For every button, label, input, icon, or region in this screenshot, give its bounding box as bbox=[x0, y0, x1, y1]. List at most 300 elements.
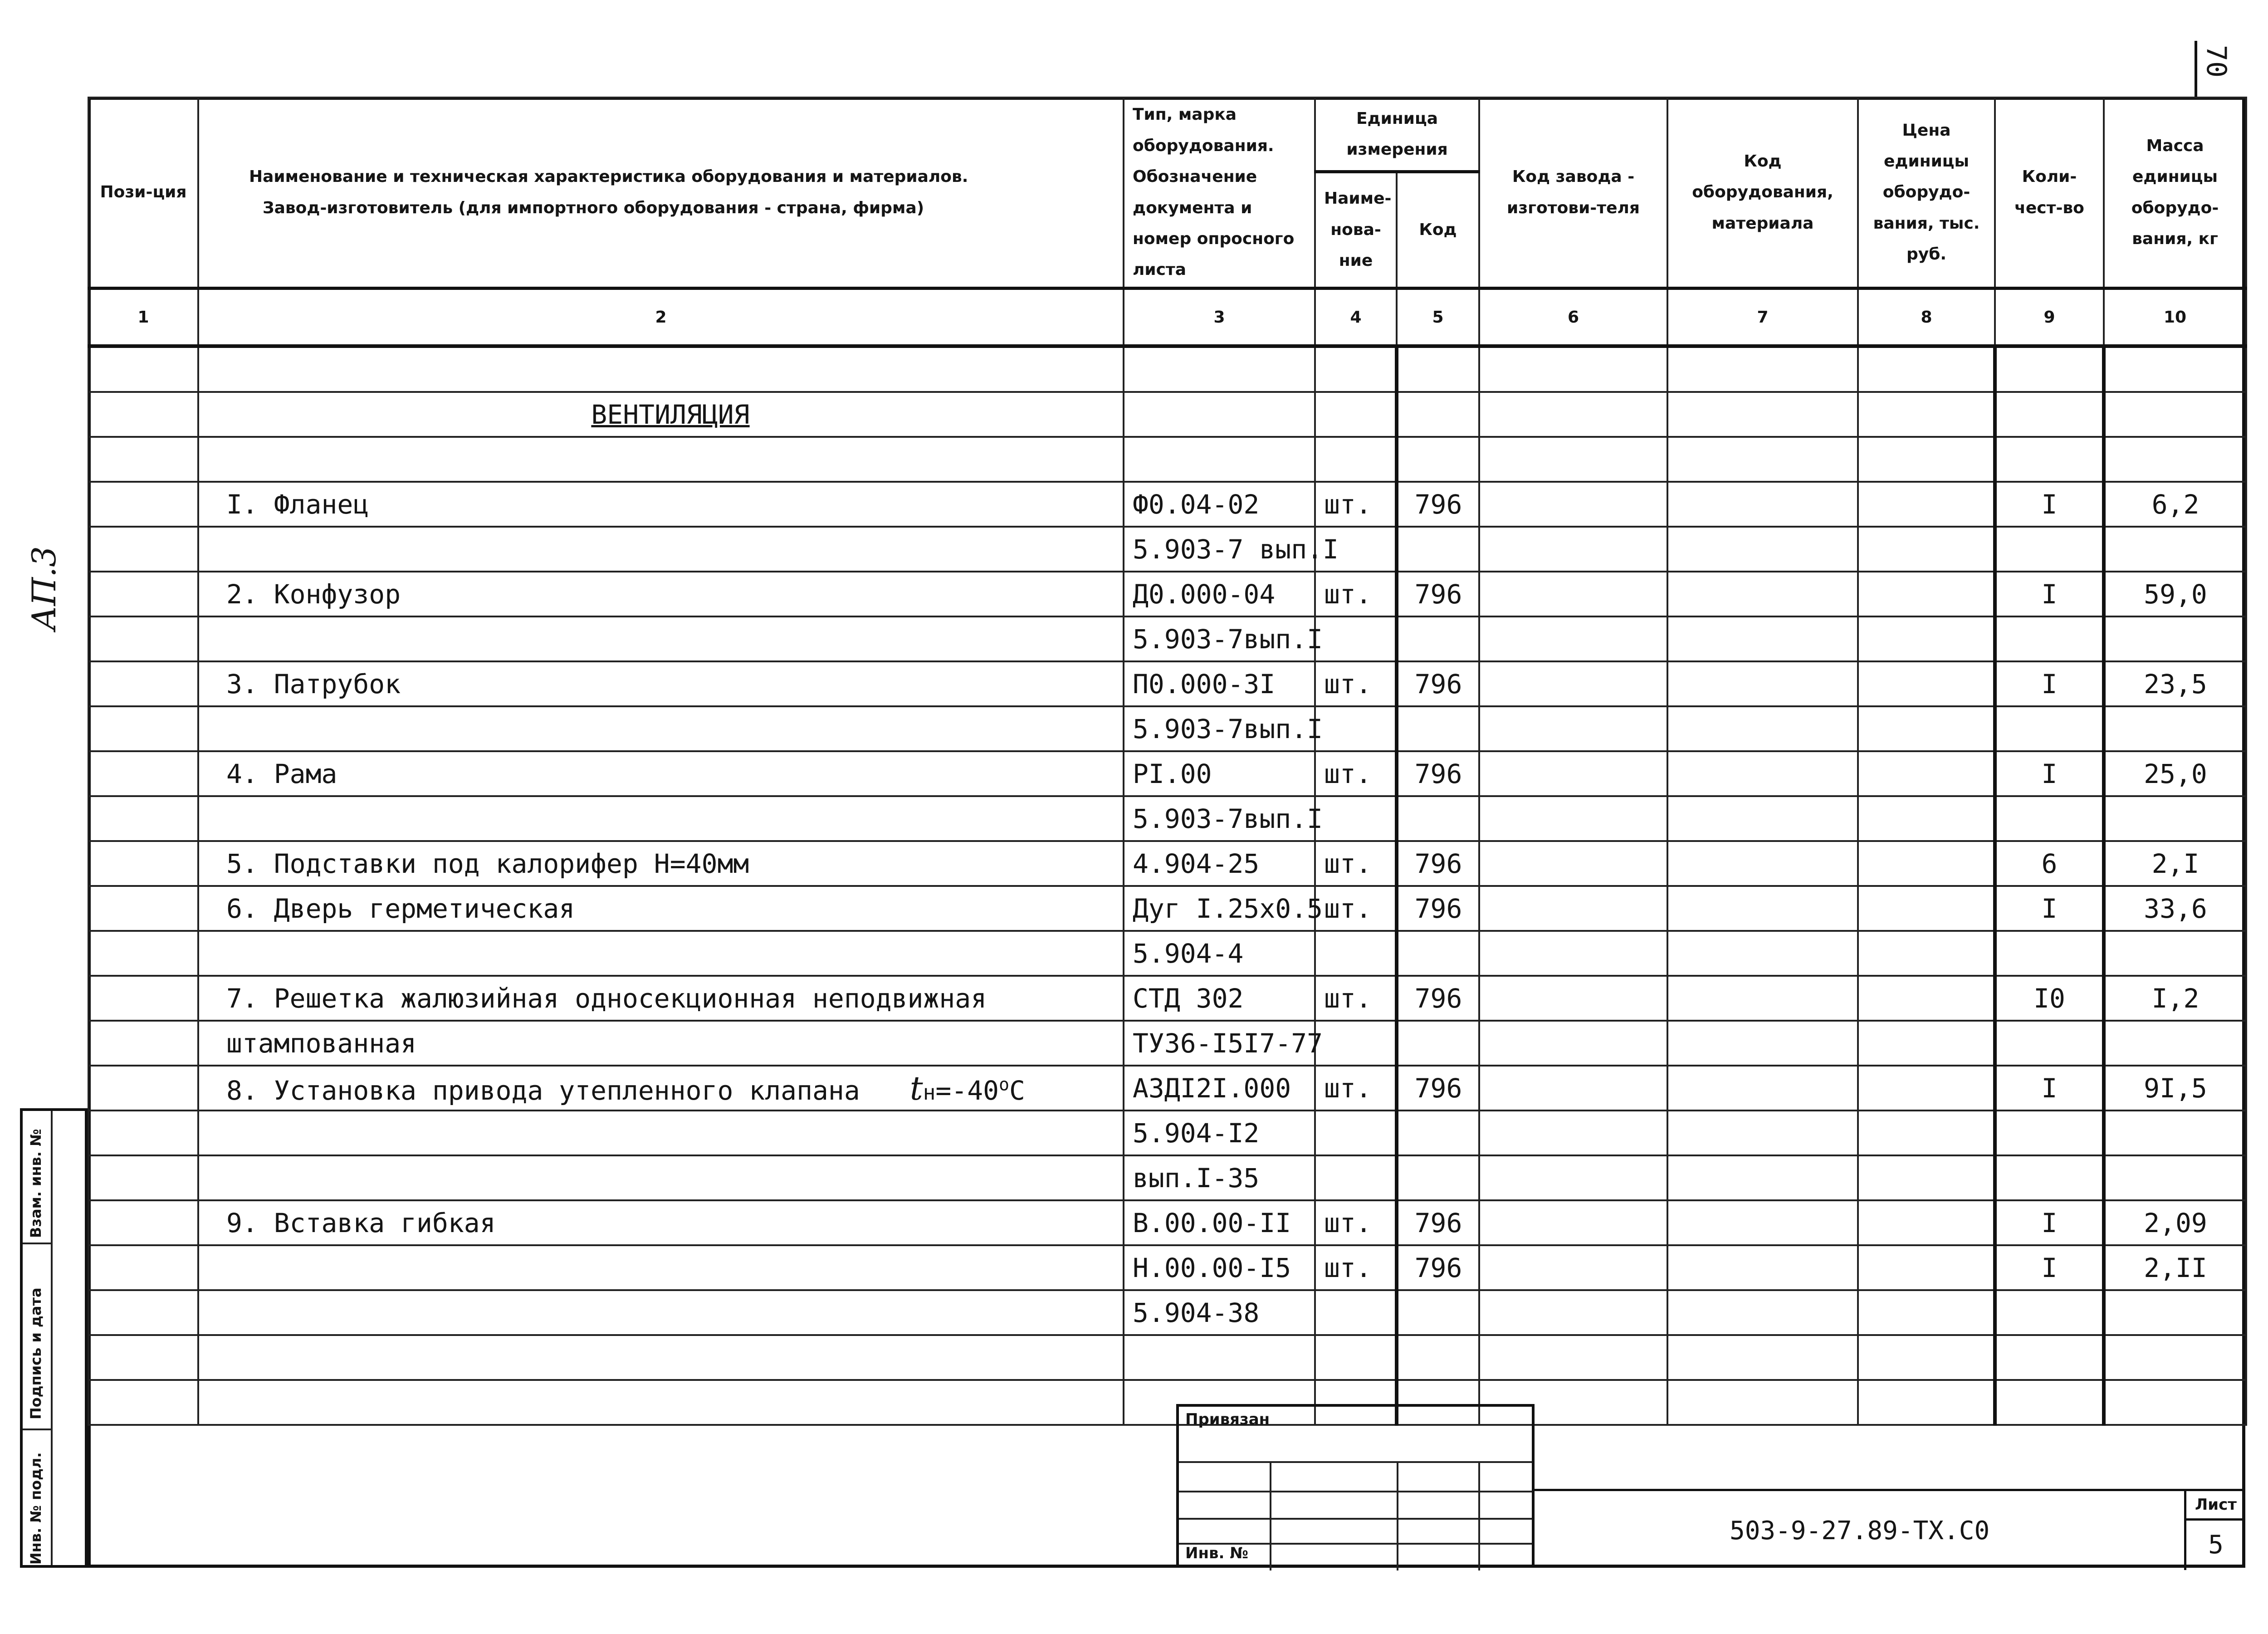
cell-code: 796 bbox=[1397, 751, 1479, 796]
cell-unit: шт. bbox=[1315, 1245, 1397, 1290]
table-row bbox=[88, 1200, 2246, 1245]
cell-unit bbox=[1315, 346, 1397, 392]
cell-qty bbox=[1995, 1111, 2104, 1155]
table-row bbox=[88, 1021, 2246, 1066]
stamp-divider bbox=[1270, 1461, 1271, 1570]
cell-qty bbox=[1995, 437, 2104, 482]
header-quantity: Коли-чест-во bbox=[1995, 98, 2104, 289]
cell-code: 796 bbox=[1397, 482, 1479, 527]
cell-eqcode bbox=[1667, 661, 1858, 706]
cell-factory bbox=[1479, 1155, 1667, 1200]
colnum-3: 3 bbox=[1124, 289, 1315, 347]
colnum-2: 2 bbox=[198, 289, 1124, 347]
cell-qty: I bbox=[1995, 886, 2104, 931]
cell-type: 5.904-38 bbox=[1124, 1290, 1315, 1335]
cell-code bbox=[1397, 931, 1479, 976]
cell-type: СТД 302 bbox=[1124, 976, 1315, 1021]
cell-eqcode bbox=[1667, 1380, 1858, 1425]
cell-qty bbox=[1995, 1290, 2104, 1335]
table-row bbox=[88, 616, 2246, 661]
header-name-line2: Завод-изготовитель (для импортного оборудования - страна, фирма) bbox=[263, 198, 924, 217]
temp-value: =-40 bbox=[935, 1075, 999, 1106]
cell-name bbox=[198, 616, 1124, 661]
cell-mass: 2,II bbox=[2104, 1245, 2246, 1290]
cell-name: штампованная bbox=[198, 1021, 1124, 1066]
cell-unit: шт. bbox=[1315, 482, 1397, 527]
cell-name bbox=[198, 1066, 1124, 1111]
side-stamp-strip bbox=[20, 1108, 88, 1568]
cell-eqcode bbox=[1667, 976, 1858, 1021]
colnum-5: 5 bbox=[1397, 289, 1479, 347]
stamp-divider bbox=[1397, 1461, 1398, 1570]
cell-factory bbox=[1479, 572, 1667, 616]
cell-type: Д0.000-04 bbox=[1124, 572, 1315, 616]
cell-factory bbox=[1479, 706, 1667, 751]
cell-mass bbox=[2104, 346, 2246, 392]
cell-factory bbox=[1479, 346, 1667, 392]
colnum-7: 7 bbox=[1667, 289, 1858, 347]
cell-price bbox=[1858, 796, 1995, 841]
cell-code bbox=[1397, 1155, 1479, 1200]
table-row bbox=[88, 346, 2246, 392]
cell-factory bbox=[1479, 886, 1667, 931]
cell-qty: I bbox=[1995, 572, 2104, 616]
cell-pos bbox=[88, 931, 198, 976]
cell-factory bbox=[1479, 392, 1667, 437]
cell-mass: I,2 bbox=[2104, 976, 2246, 1021]
cell-name bbox=[198, 1335, 1124, 1380]
cell-name bbox=[198, 346, 1124, 392]
table-row bbox=[88, 1290, 2246, 1335]
cell-unit: шт. bbox=[1315, 572, 1397, 616]
cell-code bbox=[1397, 437, 1479, 482]
cell-code: 796 bbox=[1397, 886, 1479, 931]
table-row bbox=[88, 392, 2246, 437]
cell-mass bbox=[2104, 1111, 2246, 1155]
table-row bbox=[88, 437, 2246, 482]
cell-price bbox=[1858, 1021, 1995, 1066]
cell-name bbox=[198, 796, 1124, 841]
cell-unit bbox=[1315, 1335, 1397, 1380]
cell-qty bbox=[1995, 796, 2104, 841]
cell-code bbox=[1397, 1111, 1479, 1155]
header-name-line1: Наименование и техническая характеристика оборудования и материалов. bbox=[249, 167, 968, 186]
sheet-number: 5 bbox=[2208, 1530, 2224, 1560]
cell-code: 796 bbox=[1397, 1200, 1479, 1245]
side-label-vzam: Взам. инв. № bbox=[27, 1129, 44, 1238]
cell-qty: I bbox=[1995, 661, 2104, 706]
cell-factory bbox=[1479, 976, 1667, 1021]
cell-mass bbox=[2104, 1380, 2246, 1425]
cell-eqcode bbox=[1667, 616, 1858, 661]
cell-price bbox=[1858, 527, 1995, 572]
cell-qty bbox=[1995, 706, 2104, 751]
table-row bbox=[88, 1380, 2246, 1425]
header-equipment-code: Код оборудования, материала bbox=[1667, 98, 1858, 289]
cell-name bbox=[198, 437, 1124, 482]
cell-price bbox=[1858, 572, 1995, 616]
cell-eqcode bbox=[1667, 1155, 1858, 1200]
cell-qty bbox=[1995, 346, 2104, 392]
cell-qty bbox=[1995, 1021, 2104, 1066]
table-row bbox=[88, 1245, 2246, 1290]
cell-unit bbox=[1315, 1021, 1397, 1066]
cell-code bbox=[1397, 1021, 1479, 1066]
cell-name bbox=[198, 527, 1124, 572]
cell-code bbox=[1397, 1335, 1479, 1380]
cell-pos bbox=[88, 572, 198, 616]
specification-table bbox=[88, 97, 2247, 1426]
cell-code bbox=[1397, 392, 1479, 437]
cell-type: 5.903-7вып.I bbox=[1124, 796, 1315, 841]
cell-name bbox=[198, 1245, 1124, 1290]
cell-pos bbox=[88, 751, 198, 796]
cell-price bbox=[1858, 931, 1995, 976]
cell-pos bbox=[88, 796, 198, 841]
colnum-8: 8 bbox=[1858, 289, 1995, 347]
cell-name: 5. Подставки под калорифер Н=40мм bbox=[198, 841, 1124, 886]
cell-type bbox=[1124, 346, 1315, 392]
header-price: Цена единицы оборудо-вания, тыс. руб. bbox=[1858, 98, 1995, 289]
cell-mass bbox=[2104, 527, 2246, 572]
cell-qty: I bbox=[1995, 1200, 2104, 1245]
cell-eqcode bbox=[1667, 886, 1858, 931]
cell-eqcode bbox=[1667, 392, 1858, 437]
cell-eqcode bbox=[1667, 796, 1858, 841]
cell-name: 9. Вставка гибкая bbox=[198, 1200, 1124, 1245]
cell-mass: 2,09 bbox=[2104, 1200, 2246, 1245]
cell-name bbox=[198, 706, 1124, 751]
cell-eqcode bbox=[1667, 1111, 1858, 1155]
corner-mark: 70 bbox=[2200, 44, 2233, 78]
cell-qty bbox=[1995, 392, 2104, 437]
table-row bbox=[88, 1066, 2246, 1111]
cell-mass: 23,5 bbox=[2104, 661, 2246, 706]
cell-price bbox=[1858, 1380, 1995, 1425]
cell-code: 796 bbox=[1397, 572, 1479, 616]
cell-unit bbox=[1315, 392, 1397, 437]
cell-unit: шт. bbox=[1315, 751, 1397, 796]
cell-price bbox=[1858, 1335, 1995, 1380]
cell-qty bbox=[1995, 1155, 2104, 1200]
cell-unit bbox=[1315, 931, 1397, 976]
cell-price bbox=[1858, 482, 1995, 527]
cell-mass bbox=[2104, 1155, 2246, 1200]
cell-price bbox=[1858, 437, 1995, 482]
cell-price bbox=[1858, 1290, 1995, 1335]
header-name bbox=[198, 98, 1124, 289]
cell-type: П0.000-3I bbox=[1124, 661, 1315, 706]
cell-mass bbox=[2104, 1290, 2246, 1335]
cell-factory bbox=[1479, 841, 1667, 886]
binding-stamp bbox=[1176, 1404, 1535, 1568]
cell-name bbox=[198, 931, 1124, 976]
cell-pos bbox=[88, 437, 198, 482]
handwritten-side-note: АП.3 bbox=[25, 546, 63, 631]
cell-pos bbox=[88, 841, 198, 886]
cell-factory bbox=[1479, 1066, 1667, 1111]
cell-mass: 9I,5 bbox=[2104, 1066, 2246, 1111]
cell-eqcode bbox=[1667, 706, 1858, 751]
cell-mass: 59,0 bbox=[2104, 572, 2246, 616]
cell-factory bbox=[1479, 482, 1667, 527]
cell-type: Н.00.00-I5 bbox=[1124, 1245, 1315, 1290]
cell-price bbox=[1858, 886, 1995, 931]
cell-qty bbox=[1995, 1335, 2104, 1380]
cell-eqcode bbox=[1667, 1021, 1858, 1066]
cell-type: 5.903-7вып.I bbox=[1124, 706, 1315, 751]
table-row bbox=[88, 661, 2246, 706]
cell-pos bbox=[88, 1245, 198, 1290]
cell-price bbox=[1858, 751, 1995, 796]
cell-name bbox=[198, 1111, 1124, 1155]
cell-eqcode bbox=[1667, 1066, 1858, 1111]
cell-code: 796 bbox=[1397, 976, 1479, 1021]
cell-type bbox=[1124, 392, 1315, 437]
cell-price bbox=[1858, 841, 1995, 886]
colnum-9: 9 bbox=[1995, 289, 2104, 347]
cell-code bbox=[1397, 527, 1479, 572]
cell-unit: шт. bbox=[1315, 976, 1397, 1021]
cell-eqcode bbox=[1667, 482, 1858, 527]
strip-line bbox=[23, 1243, 51, 1244]
cell-price bbox=[1858, 661, 1995, 706]
colnum-4: 4 bbox=[1315, 289, 1397, 347]
cell-factory bbox=[1479, 527, 1667, 572]
cell-qty: 6 bbox=[1995, 841, 2104, 886]
cell-name: I. Фланец bbox=[198, 482, 1124, 527]
cell-type: ТУ36-I5I7-77 bbox=[1124, 1021, 1315, 1066]
cell-price bbox=[1858, 1155, 1995, 1200]
cell-code: 796 bbox=[1397, 661, 1479, 706]
cell-type bbox=[1124, 437, 1315, 482]
cell-qty: I bbox=[1995, 1066, 2104, 1111]
cell-unit bbox=[1315, 1111, 1397, 1155]
title-block bbox=[1535, 1489, 2245, 1570]
table-row bbox=[88, 1111, 2246, 1155]
header-unit: Единица измерения bbox=[1315, 98, 1479, 172]
cell-type: 5.904-4 bbox=[1124, 931, 1315, 976]
cell-pos bbox=[88, 392, 198, 437]
cell-name: 4. Рама bbox=[198, 751, 1124, 796]
cell-price bbox=[1858, 976, 1995, 1021]
cell-factory bbox=[1479, 1200, 1667, 1245]
cell-mass bbox=[2104, 706, 2246, 751]
stamp-divider bbox=[1478, 1461, 1480, 1570]
cell-qty bbox=[1995, 527, 2104, 572]
table-row bbox=[88, 1335, 2246, 1380]
cell-factory bbox=[1479, 1111, 1667, 1155]
cell-qty: I bbox=[1995, 751, 2104, 796]
cell-code bbox=[1397, 346, 1479, 392]
cell-factory bbox=[1479, 931, 1667, 976]
cell-price bbox=[1858, 392, 1995, 437]
cell-unit bbox=[1315, 796, 1397, 841]
table-row bbox=[88, 482, 2246, 527]
cell-factory bbox=[1479, 1290, 1667, 1335]
cell-pos bbox=[88, 1335, 198, 1380]
sheet-label: Лист bbox=[2186, 1491, 2245, 1521]
cell-factory bbox=[1479, 661, 1667, 706]
cell-type: Ф0.04-02 bbox=[1124, 482, 1315, 527]
cell-mass bbox=[2104, 1335, 2246, 1380]
temp-symbol: t bbox=[909, 1069, 923, 1107]
cell-name: 6. Дверь герметическая bbox=[198, 886, 1124, 931]
cell-code bbox=[1397, 706, 1479, 751]
cell-factory bbox=[1479, 616, 1667, 661]
cell-eqcode bbox=[1667, 437, 1858, 482]
cell-unit bbox=[1315, 1290, 1397, 1335]
cell-unit: шт. bbox=[1315, 661, 1397, 706]
cell-pos bbox=[88, 482, 198, 527]
document-number: 503-9-27.89-ТХ.С0 bbox=[1730, 1516, 1990, 1546]
header-row bbox=[88, 98, 2246, 172]
cell-mass: 25,0 bbox=[2104, 751, 2246, 796]
cell-price bbox=[1858, 1200, 1995, 1245]
colnum-10: 10 bbox=[2104, 289, 2246, 347]
cell-mass bbox=[2104, 616, 2246, 661]
cell-pos bbox=[88, 1155, 198, 1200]
cell-pos bbox=[88, 616, 198, 661]
cell-type: Дуг I.25х0.5 bbox=[1124, 886, 1315, 931]
cell-pos bbox=[88, 706, 198, 751]
cell-mass: 2,I bbox=[2104, 841, 2246, 886]
cell-qty: I bbox=[1995, 482, 2104, 527]
cell-type: 5.903-7вып.I bbox=[1124, 616, 1315, 661]
cell-unit bbox=[1315, 437, 1397, 482]
cell-pos bbox=[88, 1290, 198, 1335]
cell-mass bbox=[2104, 931, 2246, 976]
table-row bbox=[88, 1155, 2246, 1200]
cell-name bbox=[198, 1380, 1124, 1425]
cell-factory bbox=[1479, 1335, 1667, 1380]
temp-note bbox=[909, 1069, 1025, 1107]
cell-code: 796 bbox=[1397, 1066, 1479, 1111]
cell-factory bbox=[1479, 751, 1667, 796]
table-row bbox=[88, 841, 2246, 886]
cell-eqcode bbox=[1667, 841, 1858, 886]
cell-unit: шт. bbox=[1315, 1066, 1397, 1111]
cell-qty: I0 bbox=[1995, 976, 2104, 1021]
cell-factory bbox=[1479, 1021, 1667, 1066]
cell-type: 4.904-25 bbox=[1124, 841, 1315, 886]
cell-name: 3. Патрубок bbox=[198, 661, 1124, 706]
cell-qty bbox=[1995, 1380, 2104, 1425]
header-type: Тип, марка оборудования. Обозначение документа и номер опросного листа bbox=[1124, 98, 1315, 289]
cell-factory bbox=[1479, 1245, 1667, 1290]
temp-sub: н bbox=[923, 1080, 936, 1105]
cell-mass bbox=[2104, 1021, 2246, 1066]
sheet-box bbox=[2184, 1491, 2245, 1570]
cell-mass: 6,2 bbox=[2104, 482, 2246, 527]
colnum-1: 1 bbox=[88, 289, 198, 347]
cell-price bbox=[1858, 1111, 1995, 1155]
cell-eqcode bbox=[1667, 1335, 1858, 1380]
cell-pos bbox=[88, 1021, 198, 1066]
cell-type: вып.I-35 bbox=[1124, 1155, 1315, 1200]
temp-degree: о bbox=[999, 1074, 1009, 1095]
table-row bbox=[88, 706, 2246, 751]
cell-type: АЗДI2I.000 bbox=[1124, 1066, 1315, 1111]
cell-price bbox=[1858, 1245, 1995, 1290]
cell-unit: шт. bbox=[1315, 1200, 1397, 1245]
cell-factory bbox=[1479, 796, 1667, 841]
column-numbers-row bbox=[88, 289, 2246, 347]
stamp-title: Привязан bbox=[1185, 1410, 1270, 1429]
cell-factory bbox=[1479, 437, 1667, 482]
cell-type: 5.903-7 вып.I bbox=[1124, 527, 1315, 572]
cell-eqcode bbox=[1667, 346, 1858, 392]
cell-eqcode bbox=[1667, 931, 1858, 976]
cell-pos bbox=[88, 1111, 198, 1155]
cell-eqcode bbox=[1667, 751, 1858, 796]
cell-pos bbox=[88, 527, 198, 572]
cell-type: 5.904-I2 bbox=[1124, 1111, 1315, 1155]
cell-unit bbox=[1315, 706, 1397, 751]
side-label-inv: Инв. № подл. bbox=[27, 1452, 44, 1565]
cell-code bbox=[1397, 796, 1479, 841]
cell-price bbox=[1858, 346, 1995, 392]
cell-code bbox=[1397, 616, 1479, 661]
cell-name bbox=[198, 1290, 1124, 1335]
row-name-text: 8. Установка привода утепленного клапана bbox=[226, 1075, 860, 1106]
cell-pos bbox=[88, 346, 198, 392]
header-unit-code: Код bbox=[1397, 172, 1479, 289]
header-mass: Масса единицы оборудо-вания, кг bbox=[2104, 98, 2246, 289]
cell-unit bbox=[1315, 616, 1397, 661]
cell-pos bbox=[88, 886, 198, 931]
table-row bbox=[88, 751, 2246, 796]
cell-type: РI.00 bbox=[1124, 751, 1315, 796]
table-row bbox=[88, 976, 2246, 1021]
section-title: ВЕНТИЛЯЦИЯ bbox=[198, 392, 1124, 437]
cell-code bbox=[1397, 1290, 1479, 1335]
cell-code: 796 bbox=[1397, 841, 1479, 886]
table-row bbox=[88, 931, 2246, 976]
table-row bbox=[88, 527, 2246, 572]
cell-pos bbox=[88, 661, 198, 706]
cell-eqcode bbox=[1667, 1290, 1858, 1335]
cell-pos bbox=[88, 976, 198, 1021]
cell-type bbox=[1124, 1335, 1315, 1380]
cell-mass: 33,6 bbox=[2104, 886, 2246, 931]
side-label-podpis: Подпись и дата bbox=[27, 1287, 44, 1419]
strip-line bbox=[23, 1429, 51, 1430]
strip-divider bbox=[51, 1111, 53, 1565]
colnum-6: 6 bbox=[1479, 289, 1667, 347]
header-position: Пози-ция bbox=[88, 98, 198, 289]
stamp-inv-label: Инв. № bbox=[1185, 1544, 1249, 1562]
cell-unit bbox=[1315, 1155, 1397, 1200]
corner-line bbox=[2195, 41, 2197, 100]
cell-unit: шт. bbox=[1315, 841, 1397, 886]
table-row bbox=[88, 572, 2246, 616]
table-row bbox=[88, 886, 2246, 931]
cell-mass bbox=[2104, 796, 2246, 841]
cell-qty: I bbox=[1995, 1245, 2104, 1290]
cell-price bbox=[1858, 706, 1995, 751]
cell-eqcode bbox=[1667, 1200, 1858, 1245]
cell-pos bbox=[88, 1380, 198, 1425]
cell-name: 2. Конфузор bbox=[198, 572, 1124, 616]
header-unit-name: Наиме-нова-ние bbox=[1315, 172, 1397, 289]
cell-eqcode bbox=[1667, 1245, 1858, 1290]
cell-type: В.00.00-II bbox=[1124, 1200, 1315, 1245]
cell-name bbox=[198, 1155, 1124, 1200]
temp-unit: С bbox=[1009, 1075, 1025, 1106]
cell-name: 7. Решетка жалюзийная односекционная неподвижная bbox=[198, 976, 1124, 1021]
table-row bbox=[88, 796, 2246, 841]
